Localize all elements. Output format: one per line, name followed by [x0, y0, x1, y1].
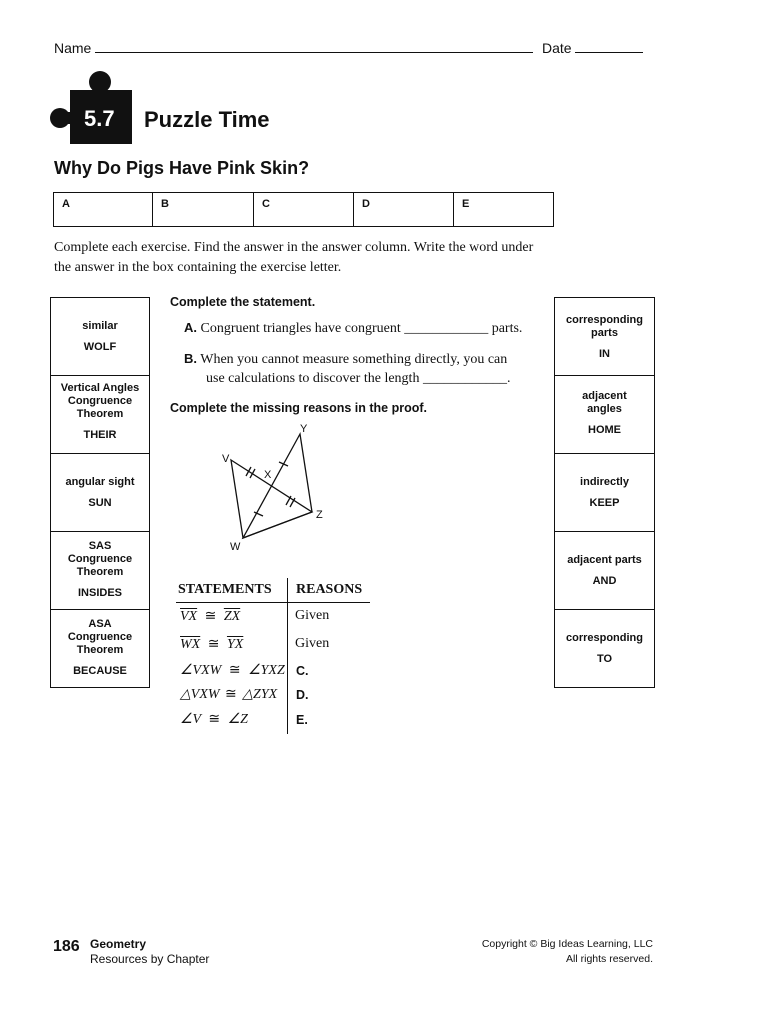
answer-cell: Vertical Angles Congruence Theorem THEIR [51, 376, 149, 454]
label-x: X [264, 469, 272, 481]
name-line [54, 40, 533, 56]
answer-cell: corresponding TO [565, 632, 643, 665]
left-answer-column [50, 297, 150, 688]
answer-letter-boxes [53, 192, 554, 227]
letter-box-d[interactable]: D [354, 193, 454, 227]
book-subtitle: Resources by Chapter [90, 952, 210, 966]
exercise-a-label: A. [184, 320, 197, 335]
statement-4: △VXW ≅ △ZYX [180, 687, 278, 702]
puzzle-question: Why Do Pigs Have Pink Skin? [54, 158, 310, 178]
page-number: 186 [53, 938, 80, 955]
answer-cell: indirectly KEEP [555, 454, 654, 532]
letter-box-c[interactable]: C [254, 193, 354, 227]
statement-2: $\overline{WX}$ ≅ $\overline{YX}$ [180, 637, 244, 652]
date-label: Date [542, 40, 572, 56]
section-heading-statement: Complete the statement. [170, 295, 316, 309]
page-title: Puzzle Time [144, 107, 270, 132]
statement-5: ∠V ≅ ∠Z [180, 712, 248, 727]
reason-blank-d[interactable]: D. [296, 688, 309, 702]
answer-cell: angular sight SUN [51, 454, 149, 532]
triangle-zyx [243, 434, 312, 538]
tick-mark [246, 467, 251, 476]
answer-cell: adjacent parts AND [555, 532, 654, 610]
name-label: Name [54, 40, 92, 56]
answer-cell: SAS Congruence Theorem INSIDES [51, 532, 149, 610]
right-answer-column [554, 297, 655, 688]
reason-blank-e[interactable]: E. [296, 713, 308, 727]
book-title: Geometry [90, 937, 147, 951]
reason-1: Given [295, 608, 330, 623]
label-v: V [222, 453, 230, 465]
answer-cell: ASA Congruence Theorem BECAUSE [67, 618, 133, 677]
proof-divider-horizontal [176, 602, 370, 603]
instructions: Complete each exercise. Find the answer in the answer column. Write the word under the answer in the box containing the exercise letter. [54, 240, 534, 275]
date-field[interactable] [575, 40, 643, 53]
reason-2: Given [295, 636, 330, 651]
answer-cell: corresponding parts IN [555, 298, 654, 376]
exercise-a: A. Congruent triangles have congruent ____________ parts. [184, 320, 523, 336]
triangles-figure [210, 418, 350, 558]
section-heading-proof: Complete the missing reasons in the proof. [170, 401, 427, 415]
letter-box-b[interactable]: B [153, 193, 254, 227]
answer-cell: adjacent angles HOME [555, 376, 654, 454]
triangle-vxw [231, 460, 312, 538]
letter-box-a[interactable]: A [54, 193, 153, 227]
proof-divider-vertical [287, 578, 288, 734]
proof-table [176, 578, 370, 734]
tick-mark [250, 469, 255, 478]
name-field[interactable] [95, 40, 533, 53]
proof-header-reasons: REASONS [296, 582, 363, 597]
copyright: Copyright © Big Ideas Learning, LLC All rights reserved. [481, 938, 653, 965]
proof-header-statements: STATEMENTS [178, 582, 272, 597]
exercise-b-label: B. [184, 351, 197, 366]
letter-box-e[interactable]: E [454, 193, 554, 227]
exercise-b: B. When you cannot measure something directly, you can use calculations to discover the length ____________. [184, 351, 511, 386]
statement-3: ∠VXW ≅ ∠YXZ [180, 663, 285, 678]
statement-1: $\overline{VX}$ ≅ $\overline{ZX}$ [180, 609, 241, 624]
label-w: W [230, 541, 241, 553]
label-z: Z [316, 509, 323, 521]
answer-cell: similar WOLF [51, 298, 149, 376]
section-number: 5.7 [84, 106, 115, 131]
date-line [542, 40, 643, 56]
reason-blank-c[interactable]: C. [296, 664, 309, 678]
label-y: Y [300, 423, 308, 435]
